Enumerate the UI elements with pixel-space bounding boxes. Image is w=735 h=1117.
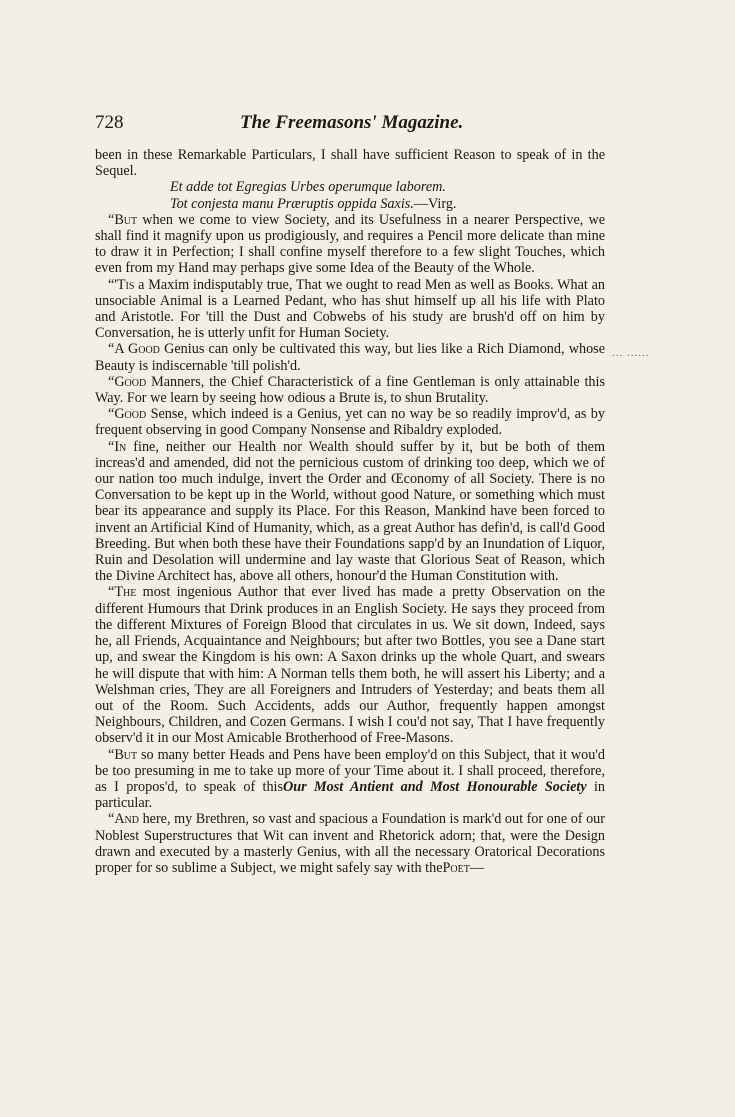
- open-quote: “: [108, 276, 115, 293]
- paragraph: [95, 747, 605, 812]
- paragraph-continuation: [95, 147, 605, 179]
- paragraph-text: a Maxim indisputably true, That we ought to read Men as well as Books. What an unsociable Animal is a Learned Pedant, who has shut himself up all his life with Plato and Aristotle. For 'till the Dust and Cobwebs of his study are brush'd off on him by Conversation, he is utterly unfit for Human Society.: [95, 276, 605, 342]
- running-title: The Freemasons' Magazine.: [240, 112, 464, 133]
- open-quote: “: [108, 438, 115, 455]
- open-quote: “: [108, 341, 115, 358]
- lead-small-caps: But: [114, 211, 138, 228]
- page-number: 728: [95, 112, 124, 133]
- paragraph-text: when we come to view Society, and its Usefulness in a nearer Perspective, we shall find it magnify upon us prodigiously, and requires a Pencil more delicate than mine to draw it in Perfection; I shall confine myself therefore to a few slight Touches, which even from my Hand may perhaps give some Idea of the Beauty of the Whole.: [95, 211, 605, 277]
- paragraph: [95, 277, 605, 342]
- verse-text: Tot conjesta manu Præruptis oppida Saxis.: [170, 195, 414, 212]
- open-quote: “: [108, 373, 115, 390]
- verse-line: [95, 179, 605, 195]
- body-text: [95, 147, 605, 876]
- paragraph: [95, 811, 605, 876]
- open-quote: “: [108, 811, 115, 828]
- paragraph-tail: in particular.: [95, 778, 605, 812]
- running-header: [95, 112, 605, 140]
- verse-text: Et adde tot Egregias Urbes operumque laborem.: [170, 179, 446, 196]
- paragraph: [95, 584, 605, 746]
- lead-small-caps: 'Tis: [114, 276, 135, 293]
- lead-small-caps: And: [114, 811, 140, 828]
- paragraph: [95, 406, 605, 438]
- paragraph-text: been in these Remarkable Particulars, I shall have sufficient Reason to speak of in the Sequel.: [95, 147, 605, 180]
- paragraph-text: Genius can only be cultivated this way, but lies like a Rich Diamond, whose Beauty is indiscernable 'till polish'd.: [95, 341, 606, 374]
- margin-mark: ... ......: [612, 347, 650, 359]
- paragraph-end: —: [469, 859, 485, 876]
- paragraph-text: here, my Brethren, so vast and spacious a Foundation is mark'd out for one of our Noblest Superstructures that Wit can invent and Rhetorick adorn; that, were the Design drawn and executed by a masterly Genius, with all the necessary Oratorical Decorations proper for so sublime a Subject, we might safely say with the: [95, 811, 605, 876]
- lead-small-caps: Good: [114, 373, 147, 390]
- paragraph-text: so many better Heads and Pens have been employ'd on this Subject, that it wou'd be too presuming in me to take up more of your Time about it. I shall proceed, therefore, as I propos'd, to speak of this: [95, 746, 605, 795]
- paragraph: [95, 374, 605, 406]
- paragraph: [95, 439, 605, 585]
- open-quote: “: [108, 211, 115, 228]
- paragraph: [95, 212, 605, 277]
- blackletter-phrase: Our Most Antient and Most Honourable Society: [283, 778, 587, 795]
- end-small-caps: Poet: [442, 859, 470, 876]
- lead-small-caps: A Good: [114, 341, 160, 358]
- lead-small-caps: In: [114, 438, 127, 455]
- open-quote: “: [108, 584, 115, 601]
- lead-small-caps: The: [114, 584, 137, 601]
- open-quote: “: [108, 746, 115, 763]
- paragraph-text: fine, neither our Health nor Wealth should suffer by it, but be both of them increas'd and amended, did not the pernicious custom of drinking too deep, which we of our nation too much indulge, invert the Order and Œconomy of all Society. There is no Conversation to be kept up in the World, without good Nature, or something which must bear its appearance and supply its Place. For this Reason, Mankind have been forced to invent an Artificial Kind of Humanity, which, as a great Author has defin'd, is call'd Good Breeding. But when both these have their Foundations sapp'd by an Inundation of Liquor, Ruin and Desolation will undermine and lay waste that Glorious Seat of Reason, which the Divine Architect has, above all others, honour'd the Human Constitution with.: [95, 438, 605, 585]
- lead-small-caps: Good: [114, 406, 147, 423]
- paragraph: [95, 341, 605, 373]
- verse-attribution: —Virg.: [413, 195, 457, 212]
- lead-small-caps: But: [114, 746, 138, 763]
- paragraph-text: most ingenious Author that ever lived has made a pretty Observation on the different Humours that Drink produces in an English Society. He says they proceed from the different Mixtures of Foreign Blood that circulates in us. We sit down, Indeed, says he, all Friends, Acquaintance and Neighbours; but after two Bottles, you see a Dane start up, and swear the Kingdom is his own: A Saxon drinks up the whole Quart, and swears he will dispute that with him: A Norman tells them both, he will assert his Liberty; and a Welshman cries, They are all Foreigners and Intruders of Yesterday; and beats them all out of the Room. Such Accidents, adds our Author, frequently happen amongst Neighbours, Children, and Cozen Germans. I wish I cou'd not say, That I have frequently observ'd it in our Most Amicable Brotherhood of Free-Masons.: [95, 584, 605, 747]
- open-quote: “: [108, 406, 115, 423]
- verse-line: [95, 196, 605, 212]
- paragraph-text: Manners, the Chief Characteristick of a fine Gentleman is only attainable this Way. For we learn by seeing how odious a Brute is, to shun Brutality.: [95, 373, 605, 407]
- paragraph-text: Sense, which indeed is a Genius, yet can no way be so readily improv'd, as by frequent observing in good Company Nonsense and Ribaldry exploded.: [95, 406, 605, 439]
